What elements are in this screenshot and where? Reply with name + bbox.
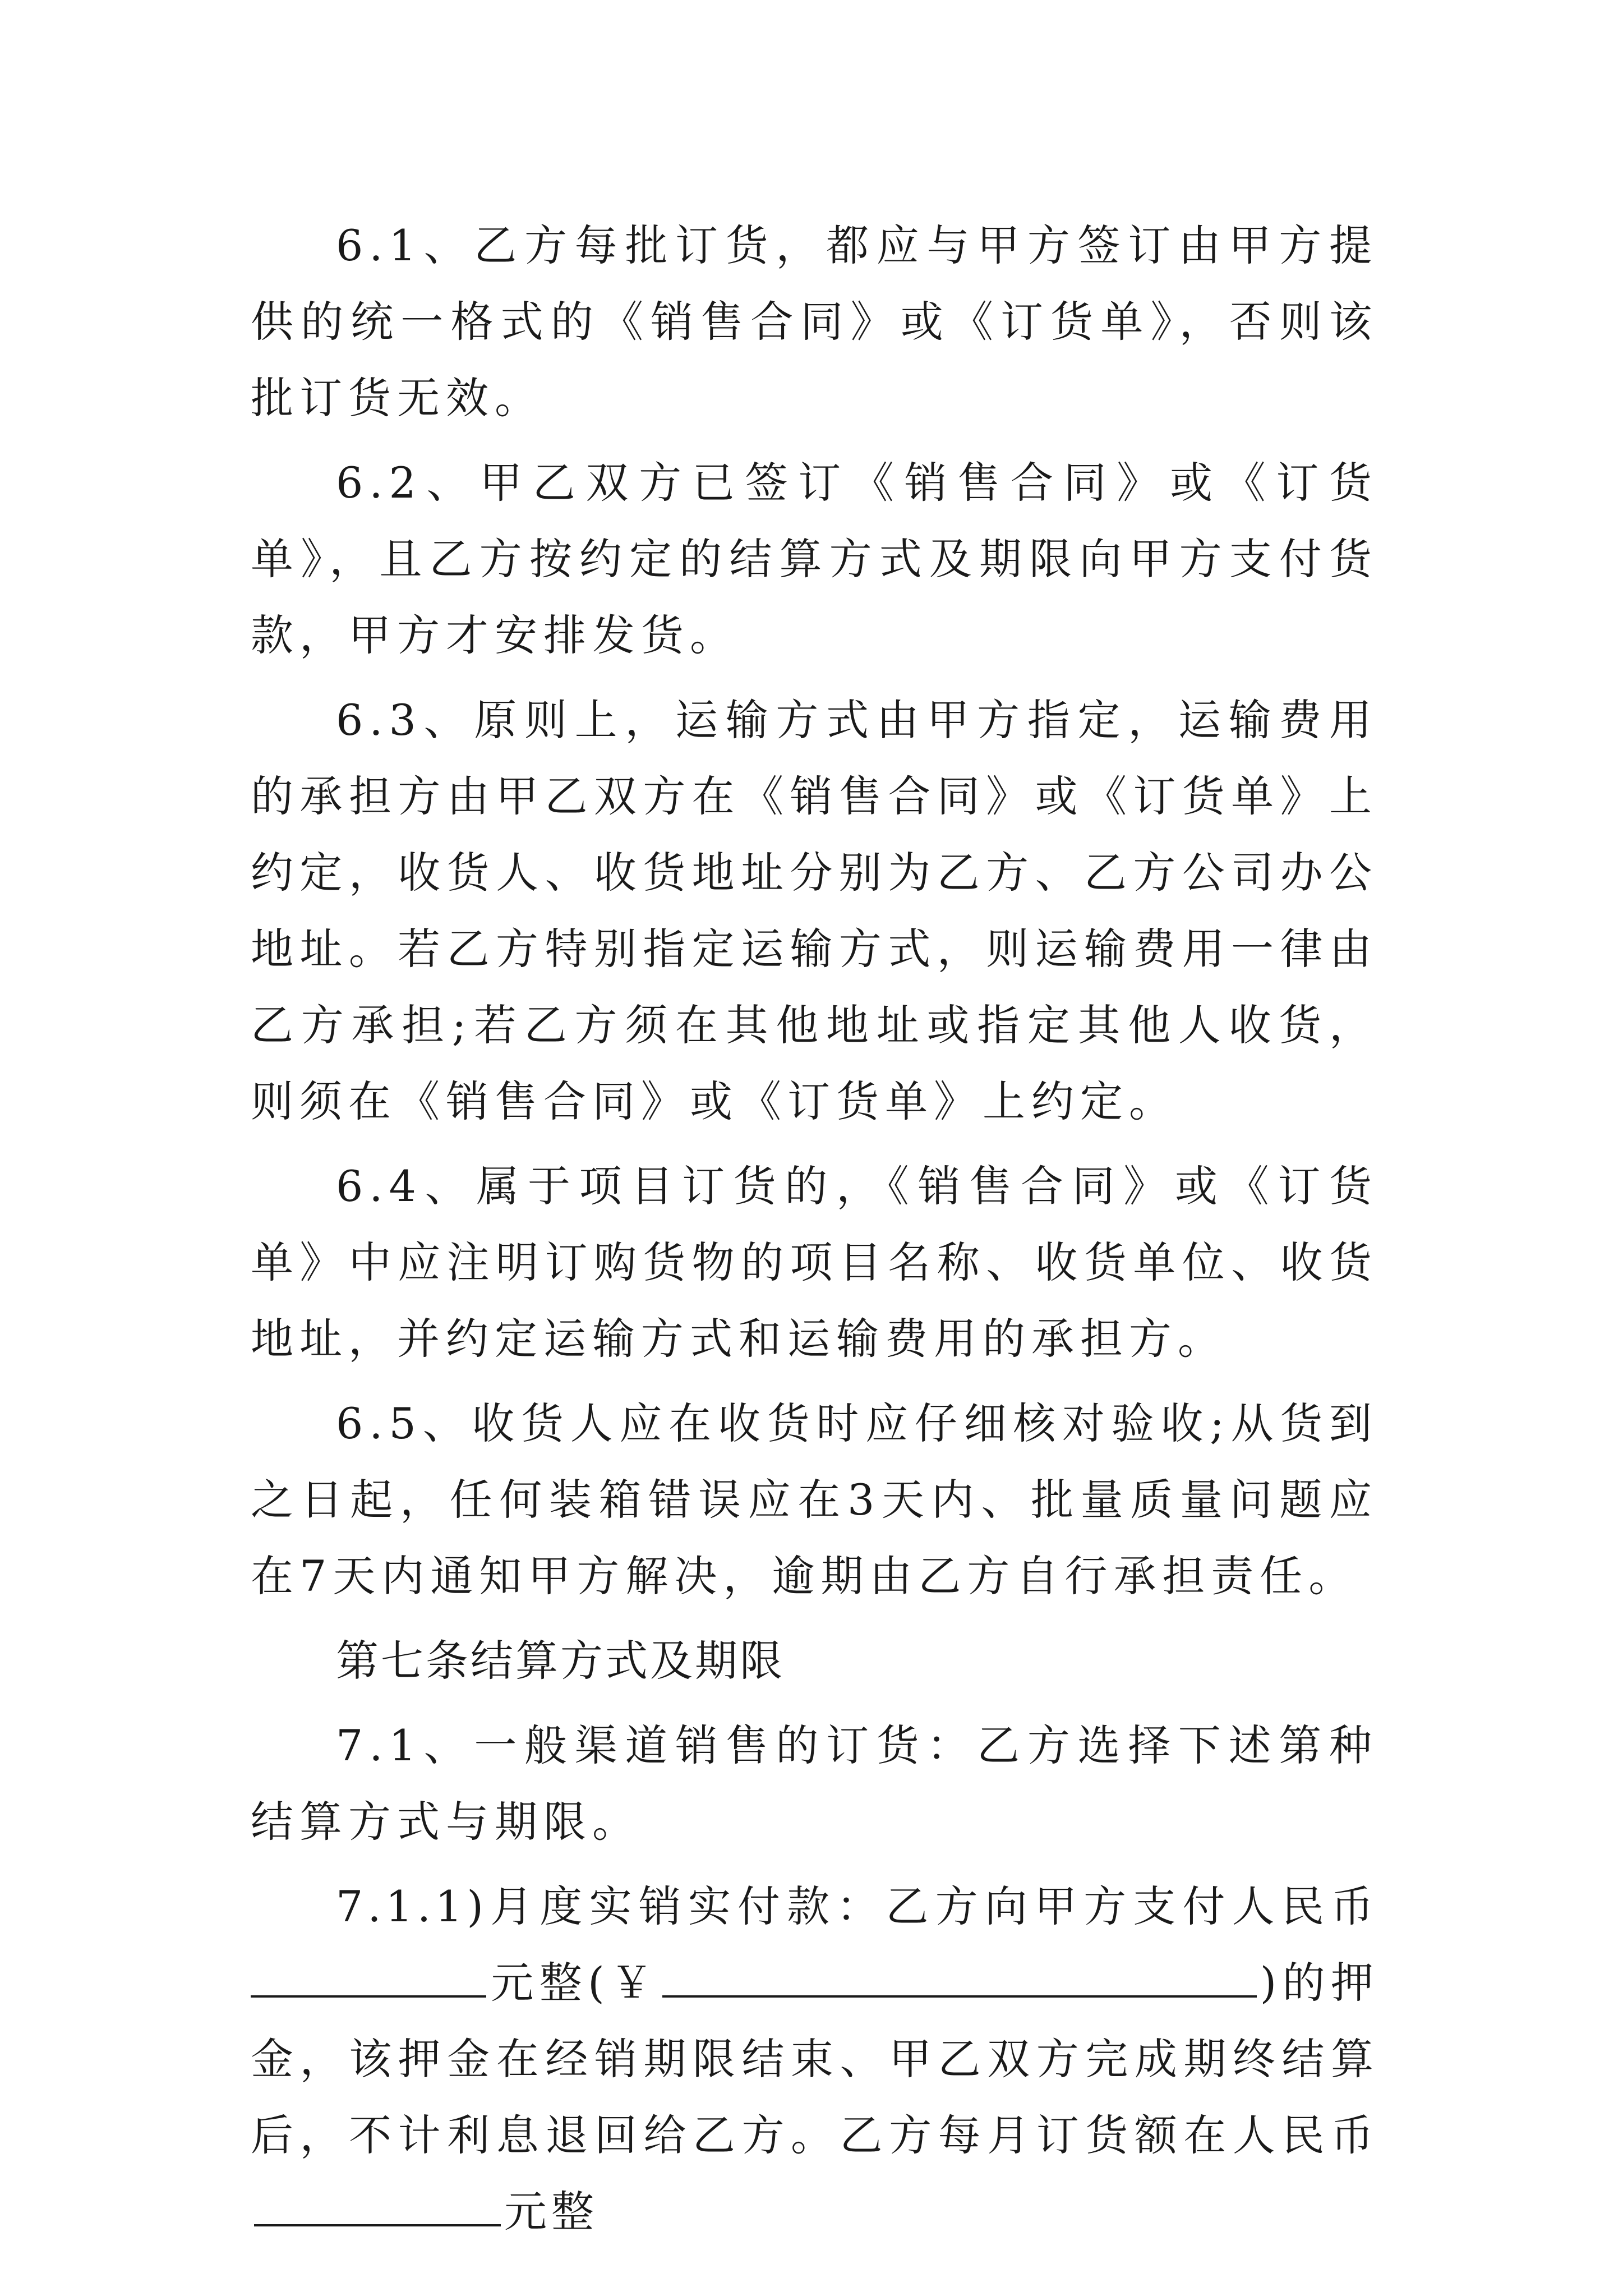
clause-6-4: 6.4、属于项目订货的，《销售合同》或《订货单》中应注明订购货物的项目名称、收货单位、收货地址，并约定运输方式和运输费用的承担方。 <box>251 1161 1378 1364</box>
clause-7-1-1 <box>251 1869 1378 2250</box>
clause-7-1-1-text-c: )的押金，该押金在经销期限结束、甲乙双方完成期终结算后，不计利息退回给乙方。乙方每月订货额在人民币 <box>251 1958 1378 2160</box>
amount-blank-field <box>251 1949 486 1998</box>
article-7-heading: 第七条结算方式及期限 <box>336 1636 785 1686</box>
clause-6-2: 6.2、甲乙双方已签订《销售合同》或《订货单》，且乙方按约定的结算方式及期限向甲方支付货款，甲方才安排发货。 <box>251 458 1378 660</box>
clause-7-1-1-text-a: 7.1.1)月度实销实付款：乙方向甲方支付人民币 <box>336 1881 1378 1931</box>
amount-figure-blank-field <box>662 1949 1257 1998</box>
clause-7-1: 7.1、一般渠道销售的订货：乙方选择下述第种结算方式与期限。 <box>251 1720 1378 1847</box>
clause-7-1-1-text-d: 元整 <box>504 2187 598 2237</box>
monthly-amount-blank-field <box>254 2178 501 2226</box>
clause-7-1-1-text-b: 元整(￥ <box>490 1958 659 2008</box>
clause-6-1: 6.1、乙方每批订货，都应与甲方签订由甲方提供的统一格式的《销售合同》或《订货单》，否则该批订货无效。 <box>251 220 1378 423</box>
clause-6-3: 6.3、原则上，运输方式由甲方指定，运输费用的承担方由甲乙双方在《销售合同》或《订货单》上约定，收货人、收货地址分别为乙方、乙方公司办公地址。若乙方特别指定运输方式，则运输费用一律由乙方承担;若乙方须在其他地址或指定其他人收货，则须在《销售合同》或《订货单》上约定。 <box>251 695 1378 1126</box>
clause-6-5: 6.5、收货人应在收货时应仔细核对验收;从货到之日起，任何装箱错误应在3天内、批量质量问题应在7天内通知甲方解决，逾期由乙方自行承担责任。 <box>251 1398 1378 1601</box>
document-body <box>251 208 1378 2258</box>
